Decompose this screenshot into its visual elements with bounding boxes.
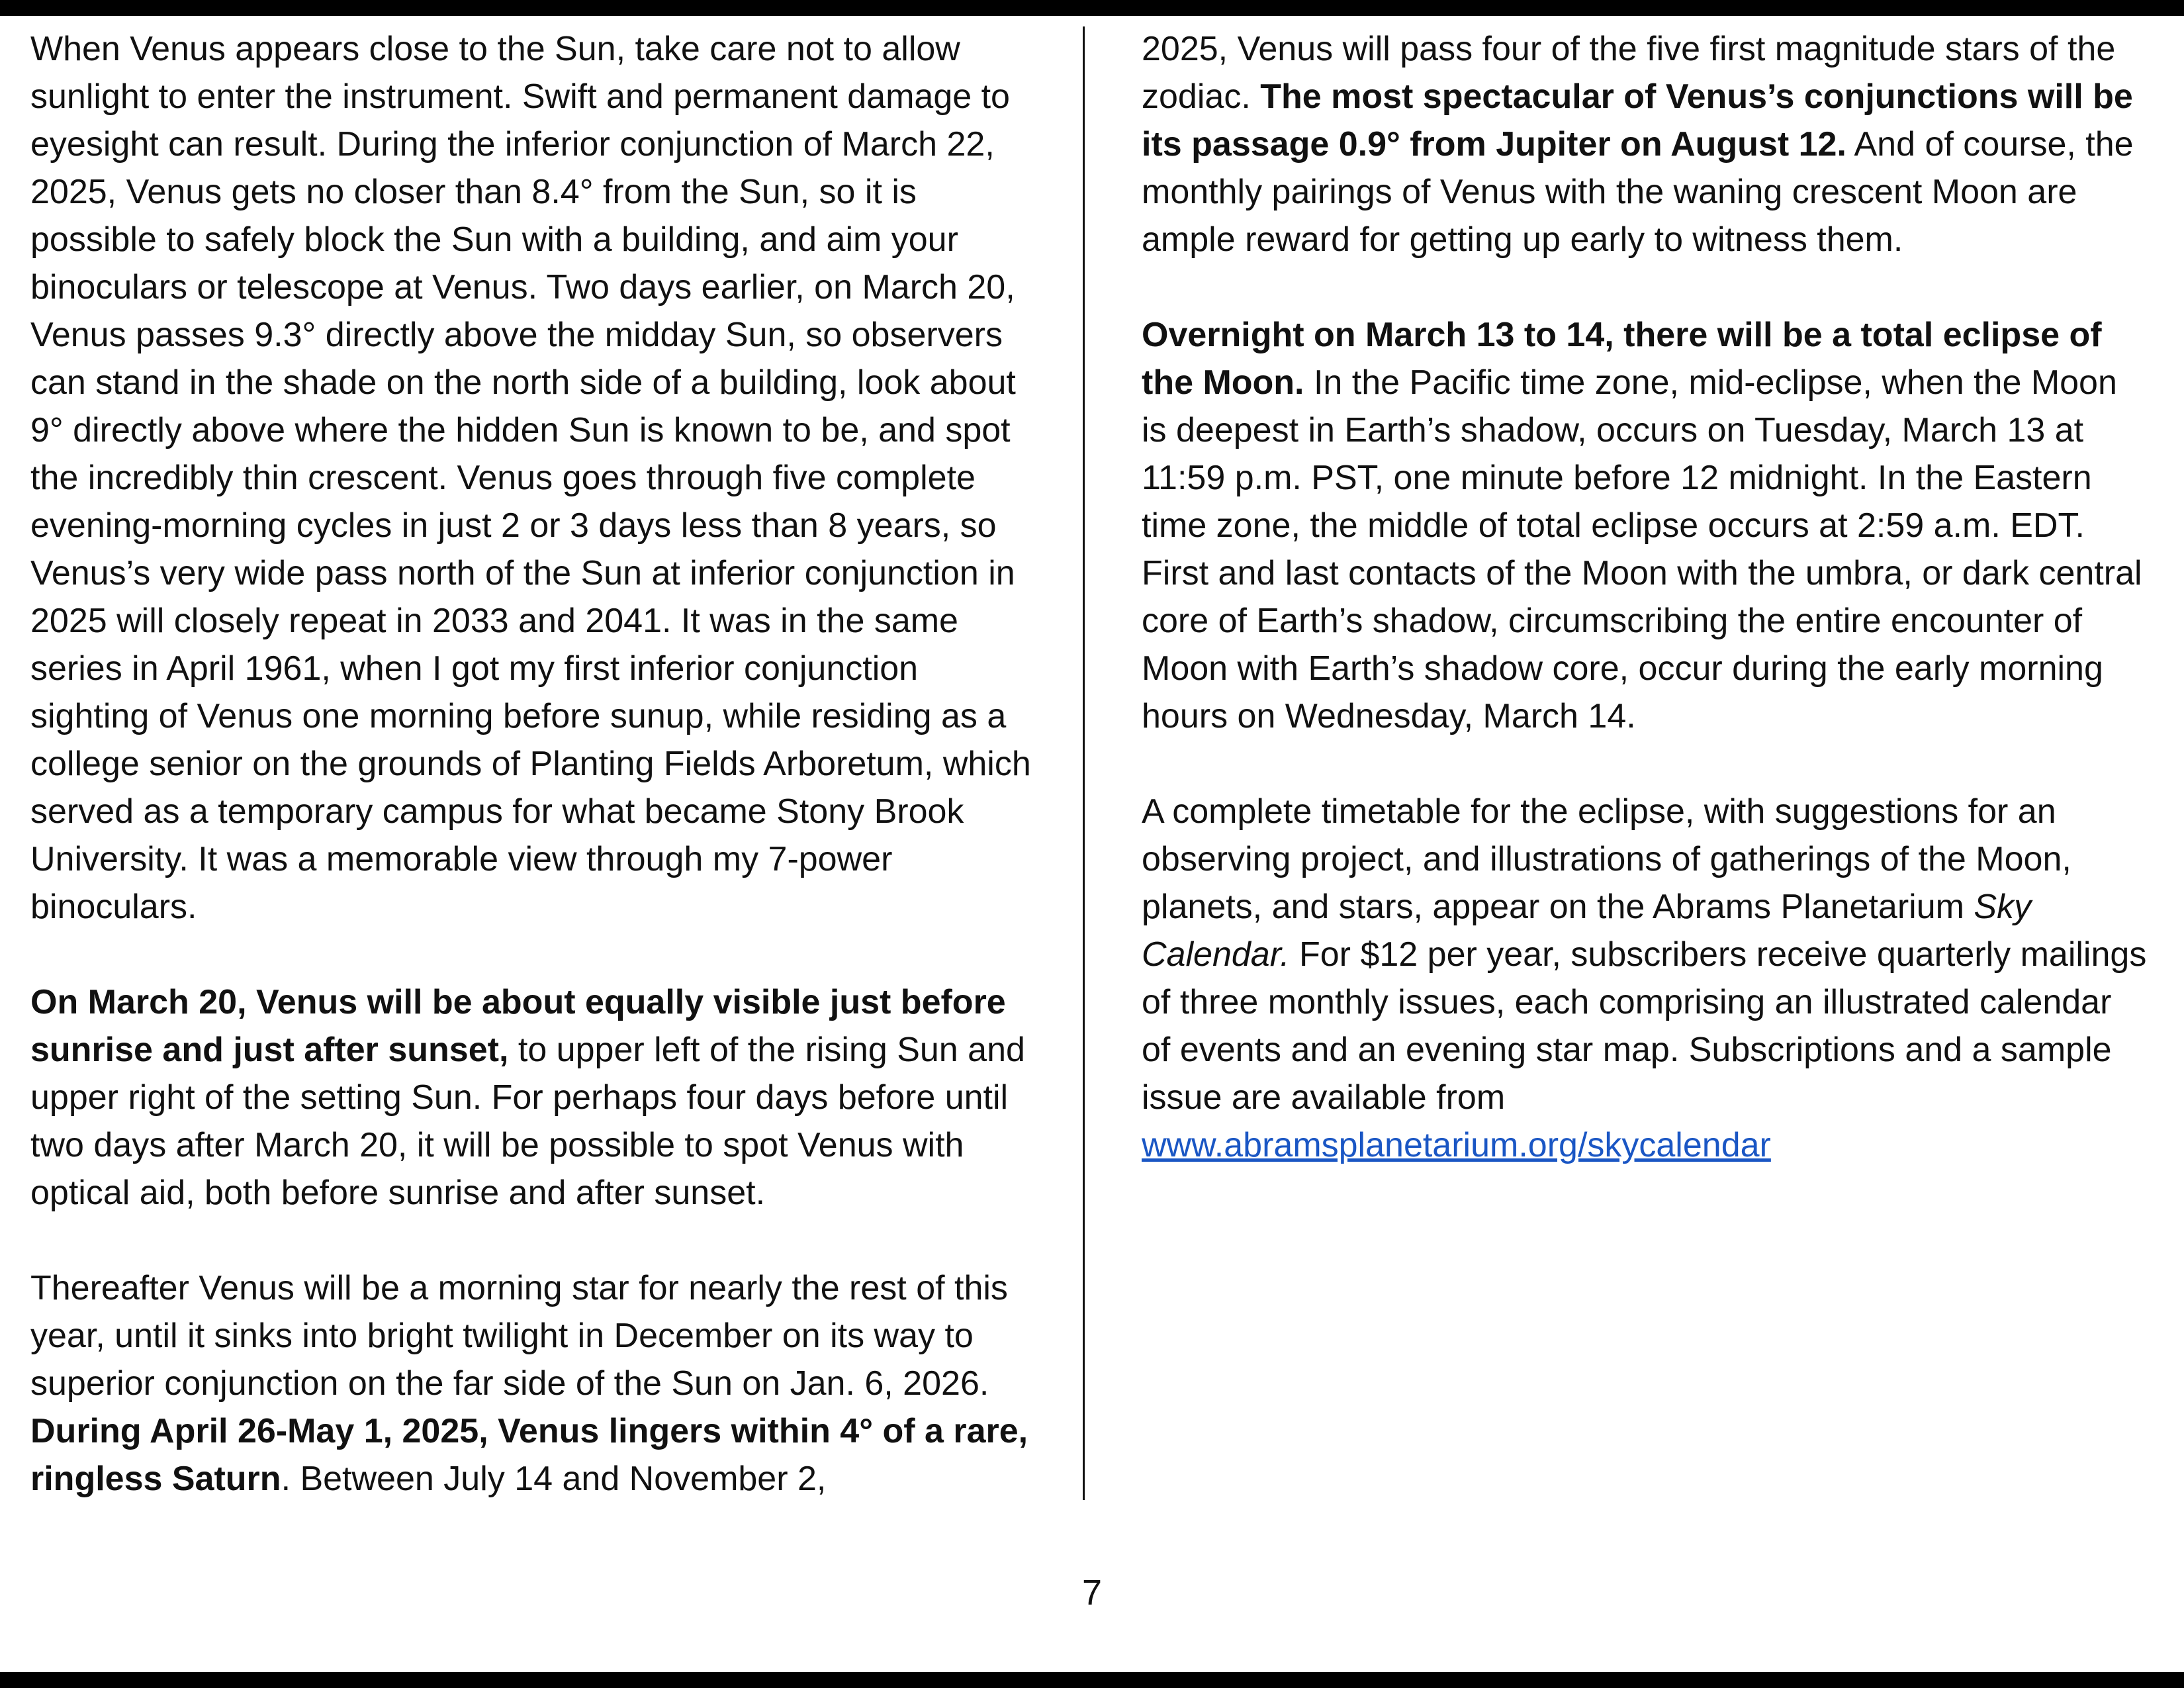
page-number: 7 [1081,1573,1103,1613]
right-column [1142,25,2148,1169]
paragraph-text: For $12 per year, subscribers receive quarterly mailings of three monthly issues, each comprising an illustrated calendar of events and an evening star map. Subscriptions and a sample issue are available from [1142,935,2147,1117]
italic-title: Sky Calendar. [1142,888,2032,974]
paragraph-lunar-eclipse [1142,311,2148,740]
sky-calendar-link[interactable]: www.abramsplanetarium.org/skycalendar [1142,1126,1771,1164]
paragraph-march-20-visibility [30,978,1036,1217]
paragraph-text: When Venus appears close to the Sun, take care not to allow sunlight to enter the instrument. Swift and permanent damage to eyesight can result. During the inferior conjunction of March 22, 2025, Venus gets no closer than 8.4° from the Sun, so it is possible to safely block the Sun with a building, and aim your binoculars or telescope at Venus. Two days earlier, on March 20, Venus passes 9.3° directly above the midday Sun, so observers can stand in the shade on the north side of a building, look about 9° directly above where the hidden Sun is known to be, and spot the incredibly thin crescent. Venus goes through five complete evening-morning cycles in just 2 or 3 days less than 8 years, so Venus’s very wide pass north of the Sun at inferior conjunction in 2025 will closely repeat in 2033 and 2041. It was in the same series in April 1961, when I got my first inferior conjunction sighting of Venus one morning before sunup, while residing as a college senior on the grounds of Planting Fields Arboretum, which served as a temporary campus for what became Stony Brook University. It was a memorable view through my 7-power binoculars. [30,30,1031,926]
paragraph-text: 2025, Venus will pass four of the five first magnitude stars of the zodiac. [1142,30,2116,116]
bold-highlight: The most spectacular of Venus’s conjunctions will be its passage 0.9° from Jupiter on August 12. [1142,77,2133,164]
paragraph-sky-calendar [1142,788,2148,1169]
paragraph-zodiac-stars [1142,25,2148,263]
top-border-bar [0,0,2184,16]
paragraph-text: to upper left of the rising Sun and upper right of the setting Sun. For perhaps four days before until two days after March 20, it will be possible to spot Venus with optical aid, both before sunrise and after sunset. [30,1031,1025,1212]
paragraph-text: A complete timetable for the eclipse, with suggestions for an observing project, and illustrations of gatherings of the Moon, planets, and stars, appear on the Abrams Planetarium [1142,792,2071,926]
paragraph-text: And of course, the monthly pairings of Venus with the waning crescent Moon are ample reward for getting up early to witness them. [1142,125,2134,259]
bold-highlight: Overnight on March 13 to 14, there will be a total eclipse of the Moon. [1142,316,2102,402]
paragraph-text: Thereafter Venus will be a morning star for nearly the rest of this year, until it sinks into bright twilight in December on its way to superior conjunction on the far side of the Sun on Jan. 6, 2026. [30,1269,1008,1403]
bold-highlight: During April 26-May 1, 2025, Venus lingers within 4° of a rare, ringless Saturn [30,1412,1028,1498]
bold-highlight: On March 20, Venus will be about equally visible just before sunrise and just after sunset, [30,983,1006,1069]
column-divider [1083,26,1085,1500]
paragraph-text: . Between July 14 and November 2, [281,1460,827,1498]
bottom-border-bar [0,1672,2184,1688]
left-column [30,25,1036,1503]
paragraph-text: In the Pacific time zone, mid-eclipse, when the Moon is deepest in Earth’s shadow, occurs on Tuesday, March 13 at 11:59 p.m. PST, one minute before 12 midnight. In the Eastern time zone, the middle of total eclipse occurs at 2:59 a.m. EDT. First and last contacts of the Moon with the umbra, or dark central core of Earth’s shadow, circumscribing the entire encounter of Moon with Earth’s shadow core, occur during the early morning hours on Wednesday, March 14. [1142,363,2142,735]
paragraph-venus-safety [30,25,1036,931]
paragraph-morning-star [30,1264,1036,1503]
